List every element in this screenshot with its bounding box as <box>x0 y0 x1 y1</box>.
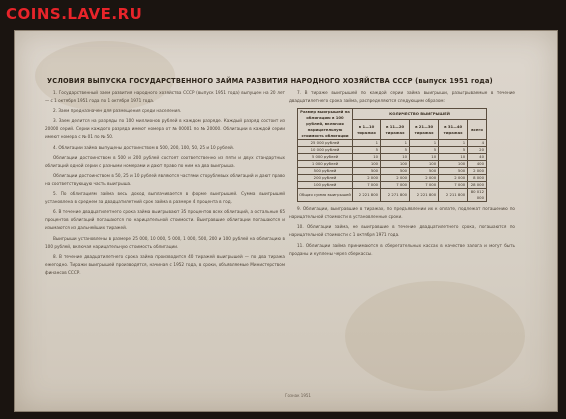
table-cell: 10 <box>381 154 410 161</box>
table-cell: 1 <box>353 140 381 147</box>
table-cell: 100 <box>410 161 439 168</box>
table-cell: 500 <box>381 168 410 175</box>
table-row <box>298 161 487 168</box>
table-cell: 10 <box>353 154 381 161</box>
paper-stain <box>345 281 525 391</box>
table-total-cell: 80 012 000 <box>468 189 487 202</box>
table-head-col: в 31—40 тиражах <box>439 120 468 140</box>
table-cell: 1 <box>410 140 439 147</box>
table-head-col: в 1—10 тиражах <box>353 120 381 140</box>
condition-paragraph: 8. В течение двадцатилетнего срока займа производится 40 тиражей выигрышей — по два тиража ежегодно. Тиражи выигрышей производятся, начиная с 1952 года, в сроки, объявляемые Министерством финансов СССР. <box>45 253 285 275</box>
left-column <box>45 89 285 279</box>
table-row <box>298 147 487 154</box>
winnings-table <box>297 108 487 202</box>
table-total-cell: 2 221 800 <box>353 189 381 202</box>
table-cell: 1 000 рублей <box>298 161 353 168</box>
bond-certificate <box>14 30 558 412</box>
table-cell: 7 000 <box>353 182 381 189</box>
condition-paragraph: Облигации достоинством в 50, 25 и 10 рублей являются частями сторублевых облигаций и дают право на соответствующую часть выигрыша. <box>45 172 285 186</box>
table-head-group: КОЛИЧЕСТВО ВЫИГРЫШЕЙ <box>353 109 487 120</box>
table-cell: 7 000 <box>381 182 410 189</box>
table-cell: 2 000 <box>468 168 487 175</box>
right-column-intro <box>289 89 515 105</box>
table-head-col: в 21—30 тиражах <box>410 120 439 140</box>
bond-conditions-title: УСЛОВИЯ ВЫПУСКА ГОСУДАРСТВЕННОГО ЗАЙМА РАЗВИТИЯ НАРОДНОГО ХОЗЯЙСТВА СССР (выпуск 1951 года) <box>47 77 493 85</box>
table-total-label: Общая сумма выигрышей <box>298 189 353 202</box>
table-cell: 20 <box>468 147 487 154</box>
table-total-row <box>298 189 487 202</box>
table-total-cell: 2 271 800 <box>381 189 410 202</box>
table-cell: 500 <box>353 168 381 175</box>
right-column-rest <box>289 205 515 258</box>
table-cell: 7 000 <box>410 182 439 189</box>
table-cell: 7 000 <box>439 182 468 189</box>
table-cell: 5 <box>410 147 439 154</box>
condition-paragraph: 10. Облигации займа, не выигравшие в течение двадцатилетнего срока, погашаются по нарицательной стоимости с 1 октября 1971 года. <box>289 224 515 238</box>
table-total-cell: 2 211 800 <box>439 189 468 202</box>
table-cell: 5 <box>381 147 410 154</box>
table-cell: 10 <box>439 154 468 161</box>
condition-paragraph: 6. В течение двадцатилетнего срока займа выигрывают 35 процентов всех облигаций, а остальные 65 процентов облигаций погашаются по нарицательной стоимости. Выигравшие облигации погашаются и изымаются из дальнейших тиражей. <box>45 209 285 231</box>
table-cell: 5 <box>439 147 468 154</box>
table-head-amount: Размер выигрышей на облигацию в 100 рублей, включая нарицательную стоимость облигации <box>298 109 353 140</box>
table-cell: 100 рублей <box>298 182 353 189</box>
table-cell: 2 000 <box>439 175 468 182</box>
table-cell: 10 <box>410 154 439 161</box>
table-cell: 100 <box>353 161 381 168</box>
condition-paragraph: 2. Заем предназначен для размещения среди населения. <box>53 108 182 114</box>
table-cell: 500 рублей <box>298 168 353 175</box>
condition-paragraph: 3. Заем делится на разряды по 100 миллионов рублей в каждом разряде. Каждый разряд состоит из 20000 серий. Серии каждого разряда имеют номера от № 00001 по № 20000. Облигации в каждой серии имеют номера с № 01 по № 50. <box>45 118 285 140</box>
table-cell: 1 <box>381 140 410 147</box>
condition-paragraph: 1. Государственный заем развития народного хозяйства СССР (выпуск 1951 года) выпущен на 20 лет — с 1 октября 1951 года по 1 октября 1971 года. <box>45 90 285 104</box>
table-row <box>298 182 487 189</box>
table-cell: 40 <box>468 154 487 161</box>
table-row <box>298 154 487 161</box>
table-cell: 4 <box>468 140 487 147</box>
table-cell: 2 000 <box>381 175 410 182</box>
table-cell: 400 <box>468 161 487 168</box>
watermark-text: COINS.LAVE.RU <box>6 5 143 23</box>
table-head-col: в 11—20 тиражах <box>381 120 410 140</box>
table-row <box>298 168 487 175</box>
table-cell: 28 000 <box>468 182 487 189</box>
condition-paragraph: Выигрыши установлены в размере 25 000, 10 000, 5 000, 1 000, 500, 200 и 100 рублей на облигацию в 100 рублей, включая нарицательную стоимость облигации. <box>45 235 285 249</box>
condition-paragraph: 5. По облигациям займа весь доход выплачивается в форме выигрышей. Сумма выигрышей установлена в среднем за двадцатилетний срок займа в размере 4 процента в год. <box>45 191 285 205</box>
table-cell: 200 рублей <box>298 175 353 182</box>
printer-mark: Гознак 1951 <box>285 393 311 398</box>
condition-paragraph: 11. Облигации займа принимаются в сберегательных кассах в качестве залога и могут быть проданы и куплены через сберкассы. <box>289 242 515 256</box>
table-total-cell: 2 221 800 <box>410 189 439 202</box>
condition-paragraph: 7. В тираже выигрышей по каждой серии займа выигрыши, разыгрываемые в течение двадцатилетнего срока займа, распределяются следующим образом: <box>289 90 515 104</box>
condition-paragraph: 9. Облигации, выигравшие в тиражах, по предъявлении их к оплате, подлежат погашению по нарицательной стоимости в установленные сроки. <box>289 206 515 220</box>
table-cell: 5 000 рублей <box>298 154 353 161</box>
table-cell: 500 <box>439 168 468 175</box>
table-cell: 25 000 рублей <box>298 140 353 147</box>
table-cell: 8 000 <box>468 175 487 182</box>
table-row <box>298 175 487 182</box>
table-cell: 1 <box>439 140 468 147</box>
table-cell: 2 000 <box>353 175 381 182</box>
table-cell: 100 <box>381 161 410 168</box>
table-cell: 500 <box>410 168 439 175</box>
table-cell: 10 000 рублей <box>298 147 353 154</box>
table-row <box>298 140 487 147</box>
table-cell: 5 <box>353 147 381 154</box>
table-head-col: всего <box>468 120 487 140</box>
condition-paragraph: Облигации достоинством в 500 и 200 рублей состоят соответственно из пяти и двух стандартных облигаций одной серии с разными номерами и дают право по ним на два выигрыша. <box>45 154 285 168</box>
right-column <box>289 89 515 260</box>
condition-paragraph: 4. Облигации займа выпущены достоинством в 500, 200, 100, 50, 25 и 10 рублей. <box>53 144 235 150</box>
table-cell: 100 <box>439 161 468 168</box>
table-cell: 2 000 <box>410 175 439 182</box>
